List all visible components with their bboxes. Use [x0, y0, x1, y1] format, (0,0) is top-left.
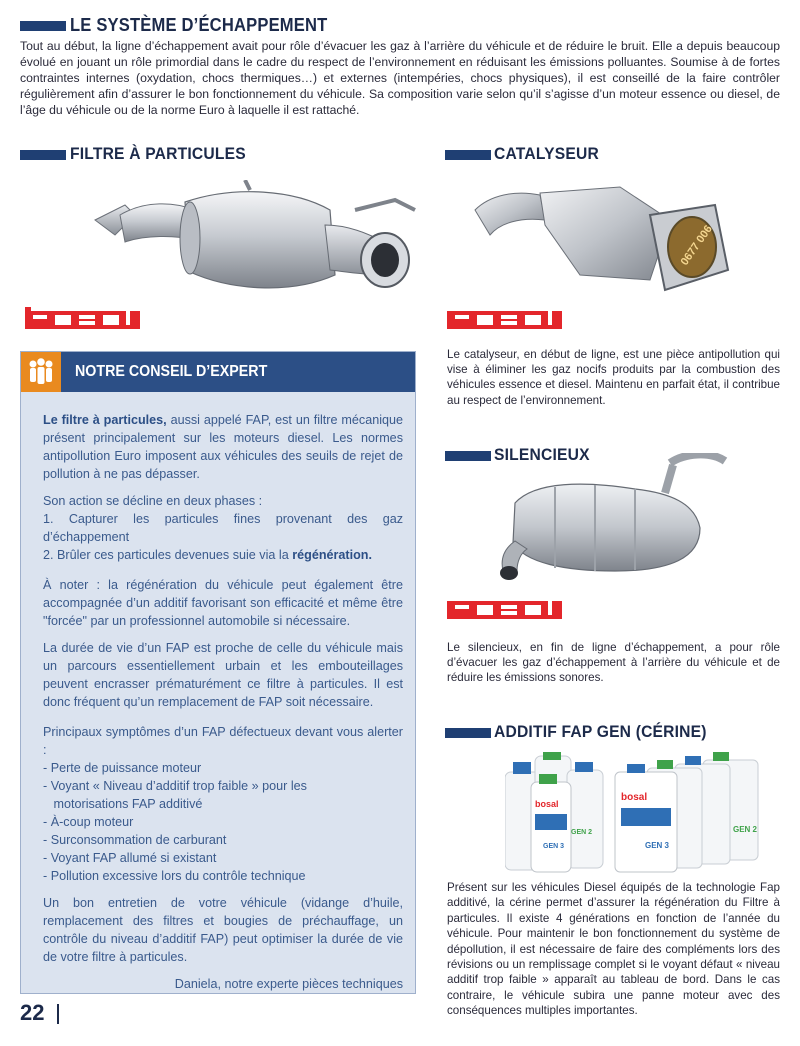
list-item: - Pollution excessive lors du contrôle technique: [43, 869, 306, 883]
particle-filter-image: [85, 180, 420, 300]
people-icon: [21, 352, 61, 392]
list-item: - Voyant « Niveau d’additif trop faible » pour les: [43, 779, 307, 793]
bottle-gen-label: GEN 3: [645, 841, 670, 850]
bosal-logo: [25, 307, 140, 329]
list-item: motorisations FAP additivé: [43, 797, 203, 811]
expert-symptoms-intro: Principaux symptômes d’un FAP défectueux devant vous alerter :: [43, 725, 403, 757]
expert-phases-intro: Son action se décline en deux phases :: [43, 494, 263, 508]
bottle-gen-label: GEN 2: [571, 829, 593, 836]
section-title-additif: ADDITIF FAP GEN (CÉRINE): [494, 722, 707, 741]
bottle-gen-label: GEN 2: [733, 825, 758, 834]
catalyseur-text: Le catalyseur, en début de ligne, est une pièce antipollution qui vise à éliminer les gaz nocifs produits par la combustion des véhicules essence et diesel. Maintenu en parfait état, il contribue au respect de l’environnement.: [447, 348, 780, 407]
heading-bar: [445, 451, 491, 461]
additif-text: Présent sur les véhicules Diesel équipés de la technologie Fap additivé, la cérine permet d’assurer la régénération du Filtre à particules. Il existe 4 générations en fonction de l’année du véhicule. Pour maintenir le bon fonctionnement du système de dépollution, il est nécessaire de faire des compléments lors des révisions ou un remplissage complet si le voyant défaut « niveau additif trop faible » apparaît au tableau de bord. Dans le cas contraire, le véhicule subira une panne moteur avec des conséquences multiples importantes.: [447, 881, 780, 1018]
bottle-label: bosal: [621, 792, 648, 803]
list-item: - Voyant FAP allumé si existant: [43, 851, 217, 865]
bottle-group-right: [615, 752, 758, 872]
catalyst-part-code: 0677 006: [678, 223, 715, 268]
expert-advice-body: [43, 411, 403, 1002]
additive-bottles-image: [505, 752, 765, 874]
section-title-catalyseur: CATALYSEUR: [494, 144, 599, 163]
expert-signature: Daniela, notre experte pièces techniques: [174, 977, 403, 991]
list-item: - Surconsommation de carburant: [43, 833, 227, 847]
expert-entretien: Un bon entretien de votre véhicule (vidange d’huile, remplacement des filtres et bougies de préchauffage, un contrôle du niveau d’additif FAP) peut optimiser la durée de vie de votre filtre à particules.: [43, 896, 403, 964]
list-item: - À-coup moteur: [43, 815, 134, 829]
expert-intro-bold: Le filtre à particules,: [43, 413, 167, 427]
section-title-filtre: FILTRE À PARTICULES: [70, 144, 246, 163]
expert-phase-2-bold: régénération.: [292, 548, 372, 562]
bottle-group-left: [505, 752, 603, 872]
page-number-separator: [57, 1004, 59, 1024]
section-title-systeme: LE SYSTÈME D’ÉCHAPPEMENT: [70, 15, 328, 35]
expert-phase-2: 2. Brûler ces particules devenues suie via la: [43, 548, 293, 562]
heading-bar: [445, 728, 491, 738]
expert-advice-header: [21, 352, 415, 392]
heading-bar: [20, 21, 66, 31]
bosal-logo: [447, 307, 562, 329]
bottle-label: bosal: [535, 799, 559, 809]
silencieux-text: Le silencieux, en fin de ligne d’échappement, a pour rôle d’évacuer les gaz d’échappement à l’arrière du véhicule et de réduire les émissions sonores.: [447, 641, 780, 685]
expert-advice-title: NOTRE CONSEIL D’EXPERT: [75, 363, 268, 380]
muffler-image: [495, 453, 735, 588]
bosal-logo: [447, 597, 562, 619]
section-title-silencieux: SILENCIEUX: [494, 445, 590, 464]
expert-note: À noter : la régénération du véhicule peut également être accompagnée d’un additif favorisant son efficacité et même être "forcée" par un professionnel automobile si nécessaire.: [43, 578, 403, 628]
bottle-gen-label: GEN 3: [543, 843, 565, 850]
page-number: 22: [20, 1000, 45, 1025]
expert-duree: La durée de vie d’un FAP est proche de celle du véhicule mais un parcours essentiellement urbain et les embouteillages peuvent encrasser prématurément ce filtre à particules. Il est donc fréquent qu’un remplacement de FAP soit nécessaire.: [43, 641, 403, 709]
catalytic-converter-image: [470, 175, 730, 305]
expert-advice-box: [20, 351, 416, 994]
expert-phase-1: 1. Capturer les particules fines provenant des gaz d’échappement: [43, 512, 403, 544]
intro-paragraph: Tout au début, la ligne d’échappement avait pour rôle d’évacuer les gaz à l’arrière du véhicule et de réduire le bruit. Elle a depuis beaucoup évolué en jouant un rôle primordial dans le cadre du respect de l’environnement en réduisant les émissions polluantes. Soumise à de fortes contraintes internes (oxydation, chocs thermiques…) et externes (intempéries, chocs physiques), il est conseillé de la faire contrôler régulièrement afin d’assurer le bon fonctionnement du véhicule. Sa composition varie selon qu’il s’agisse d’un moteur essence ou diesel, de l’âge du véhicule ou de la norme Euro à laquelle il est rattaché.: [20, 39, 780, 117]
list-item: - Perte de puissance moteur: [43, 761, 202, 775]
heading-bar: [445, 150, 491, 160]
heading-bar: [20, 150, 66, 160]
expert-symptoms-list: [43, 759, 403, 885]
expert-intro: aussi appelé FAP, est un filtre mécanique présent principalement sur les moteurs diesel. Les normes antipollution Euro imposent aux véhicules des seuils de rejet de pollution à ne pas dépasser.: [43, 413, 404, 481]
